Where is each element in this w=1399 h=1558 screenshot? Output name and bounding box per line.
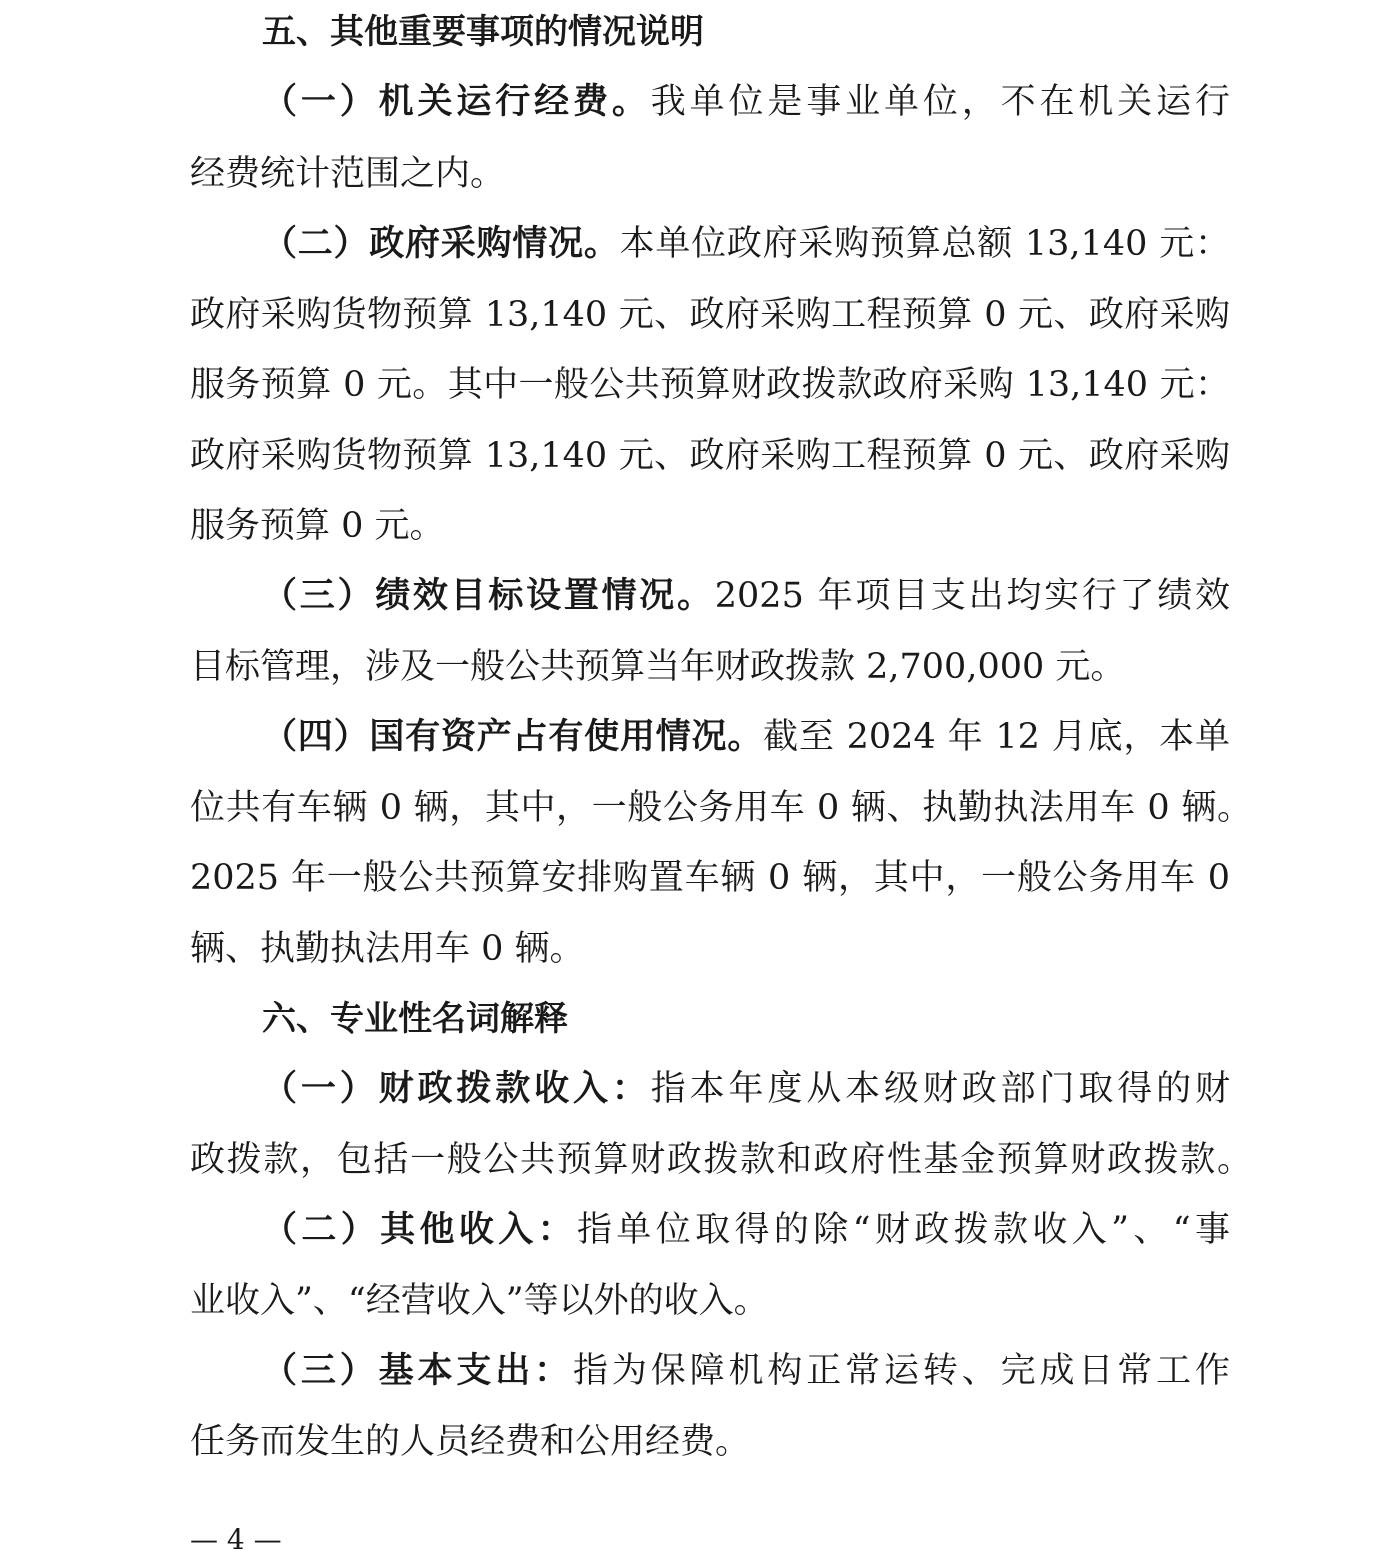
paragraph-line: [262, 78, 1230, 126]
paragraph-line: 服务预算 0 元。: [190, 506, 445, 546]
paragraph-line: [262, 572, 1230, 620]
item-title: （二）政府采购情况。: [262, 224, 620, 264]
item-title: （三）绩效目标设置情况。: [262, 576, 715, 616]
item-title: （三）基本支出：: [262, 1351, 573, 1391]
paragraph-line: [262, 1347, 1230, 1395]
paragraph-line: [262, 1206, 1230, 1254]
item-text: 截至 2024 年 12 月底，本单: [763, 717, 1230, 757]
paragraph-line: 2025 年一般公共预算安排购置车辆 0 辆，其中，一般公务用车 0: [190, 858, 1230, 898]
paragraph-line: 目标管理，涉及一般公共预算当年财政拨款 2,700,000 元。: [190, 647, 1126, 687]
item-text: 我单位是事业单位，不在机关运行: [650, 82, 1230, 122]
paragraph-line: 业收入”、“经营收入”等以外的收入。: [190, 1281, 769, 1321]
paragraph-line: [262, 220, 1230, 268]
item-title: （一）财政拨款收入：: [262, 1069, 651, 1109]
item-text: 本单位政府采购预算总额 13,140 元：: [619, 224, 1230, 264]
paragraph-line: [262, 1065, 1230, 1113]
paragraph-line: 服务预算 0 元。其中一般公共预算财政拨款政府采购 13,140 元：: [190, 365, 1230, 405]
item-text: 指本年度从本级财政部门取得的财: [650, 1069, 1230, 1109]
paragraph-line: 辆、执勤执法用车 0 辆。: [190, 929, 585, 969]
paragraph-line: 政府采购货物预算 13,140 元、政府采购工程预算 0 元、政府采购: [190, 436, 1230, 476]
paragraph-line: 位共有车辆 0 辆，其中，一般公务用车 0 辆、执勤执法用车 0 辆。: [190, 788, 1252, 828]
section-heading: 六、专业性名词解释: [262, 999, 568, 1039]
paragraph-line: 经费统计范围之内。: [190, 154, 506, 194]
item-text: 2025 年项目支出均实行了绩效: [714, 576, 1230, 616]
paragraph-line: 任务而发生的人员经费和公用经费。: [190, 1422, 751, 1462]
item-title: （四）国有资产占有使用情况。: [262, 717, 764, 757]
item-title: （二）其他收入：: [262, 1210, 577, 1250]
paragraph-line: [262, 713, 1230, 761]
paragraph-line: 政府采购货物预算 13,140 元、政府采购工程预算 0 元、政府采购: [190, 295, 1230, 335]
item-text: 指单位取得的除“财政拨款收入”、“事: [576, 1210, 1230, 1250]
item-title: （一）机关运行经费。: [262, 82, 651, 122]
section-heading: 五、其他重要事项的情况说明: [262, 12, 704, 52]
page-number: — 4 —: [190, 1523, 282, 1556]
item-text: 指为保障机构正常运转、完成日常工作: [573, 1351, 1230, 1391]
paragraph-line: 政拨款，包括一般公共预算财政拨款和政府性基金预算财政拨款。: [190, 1140, 1252, 1180]
